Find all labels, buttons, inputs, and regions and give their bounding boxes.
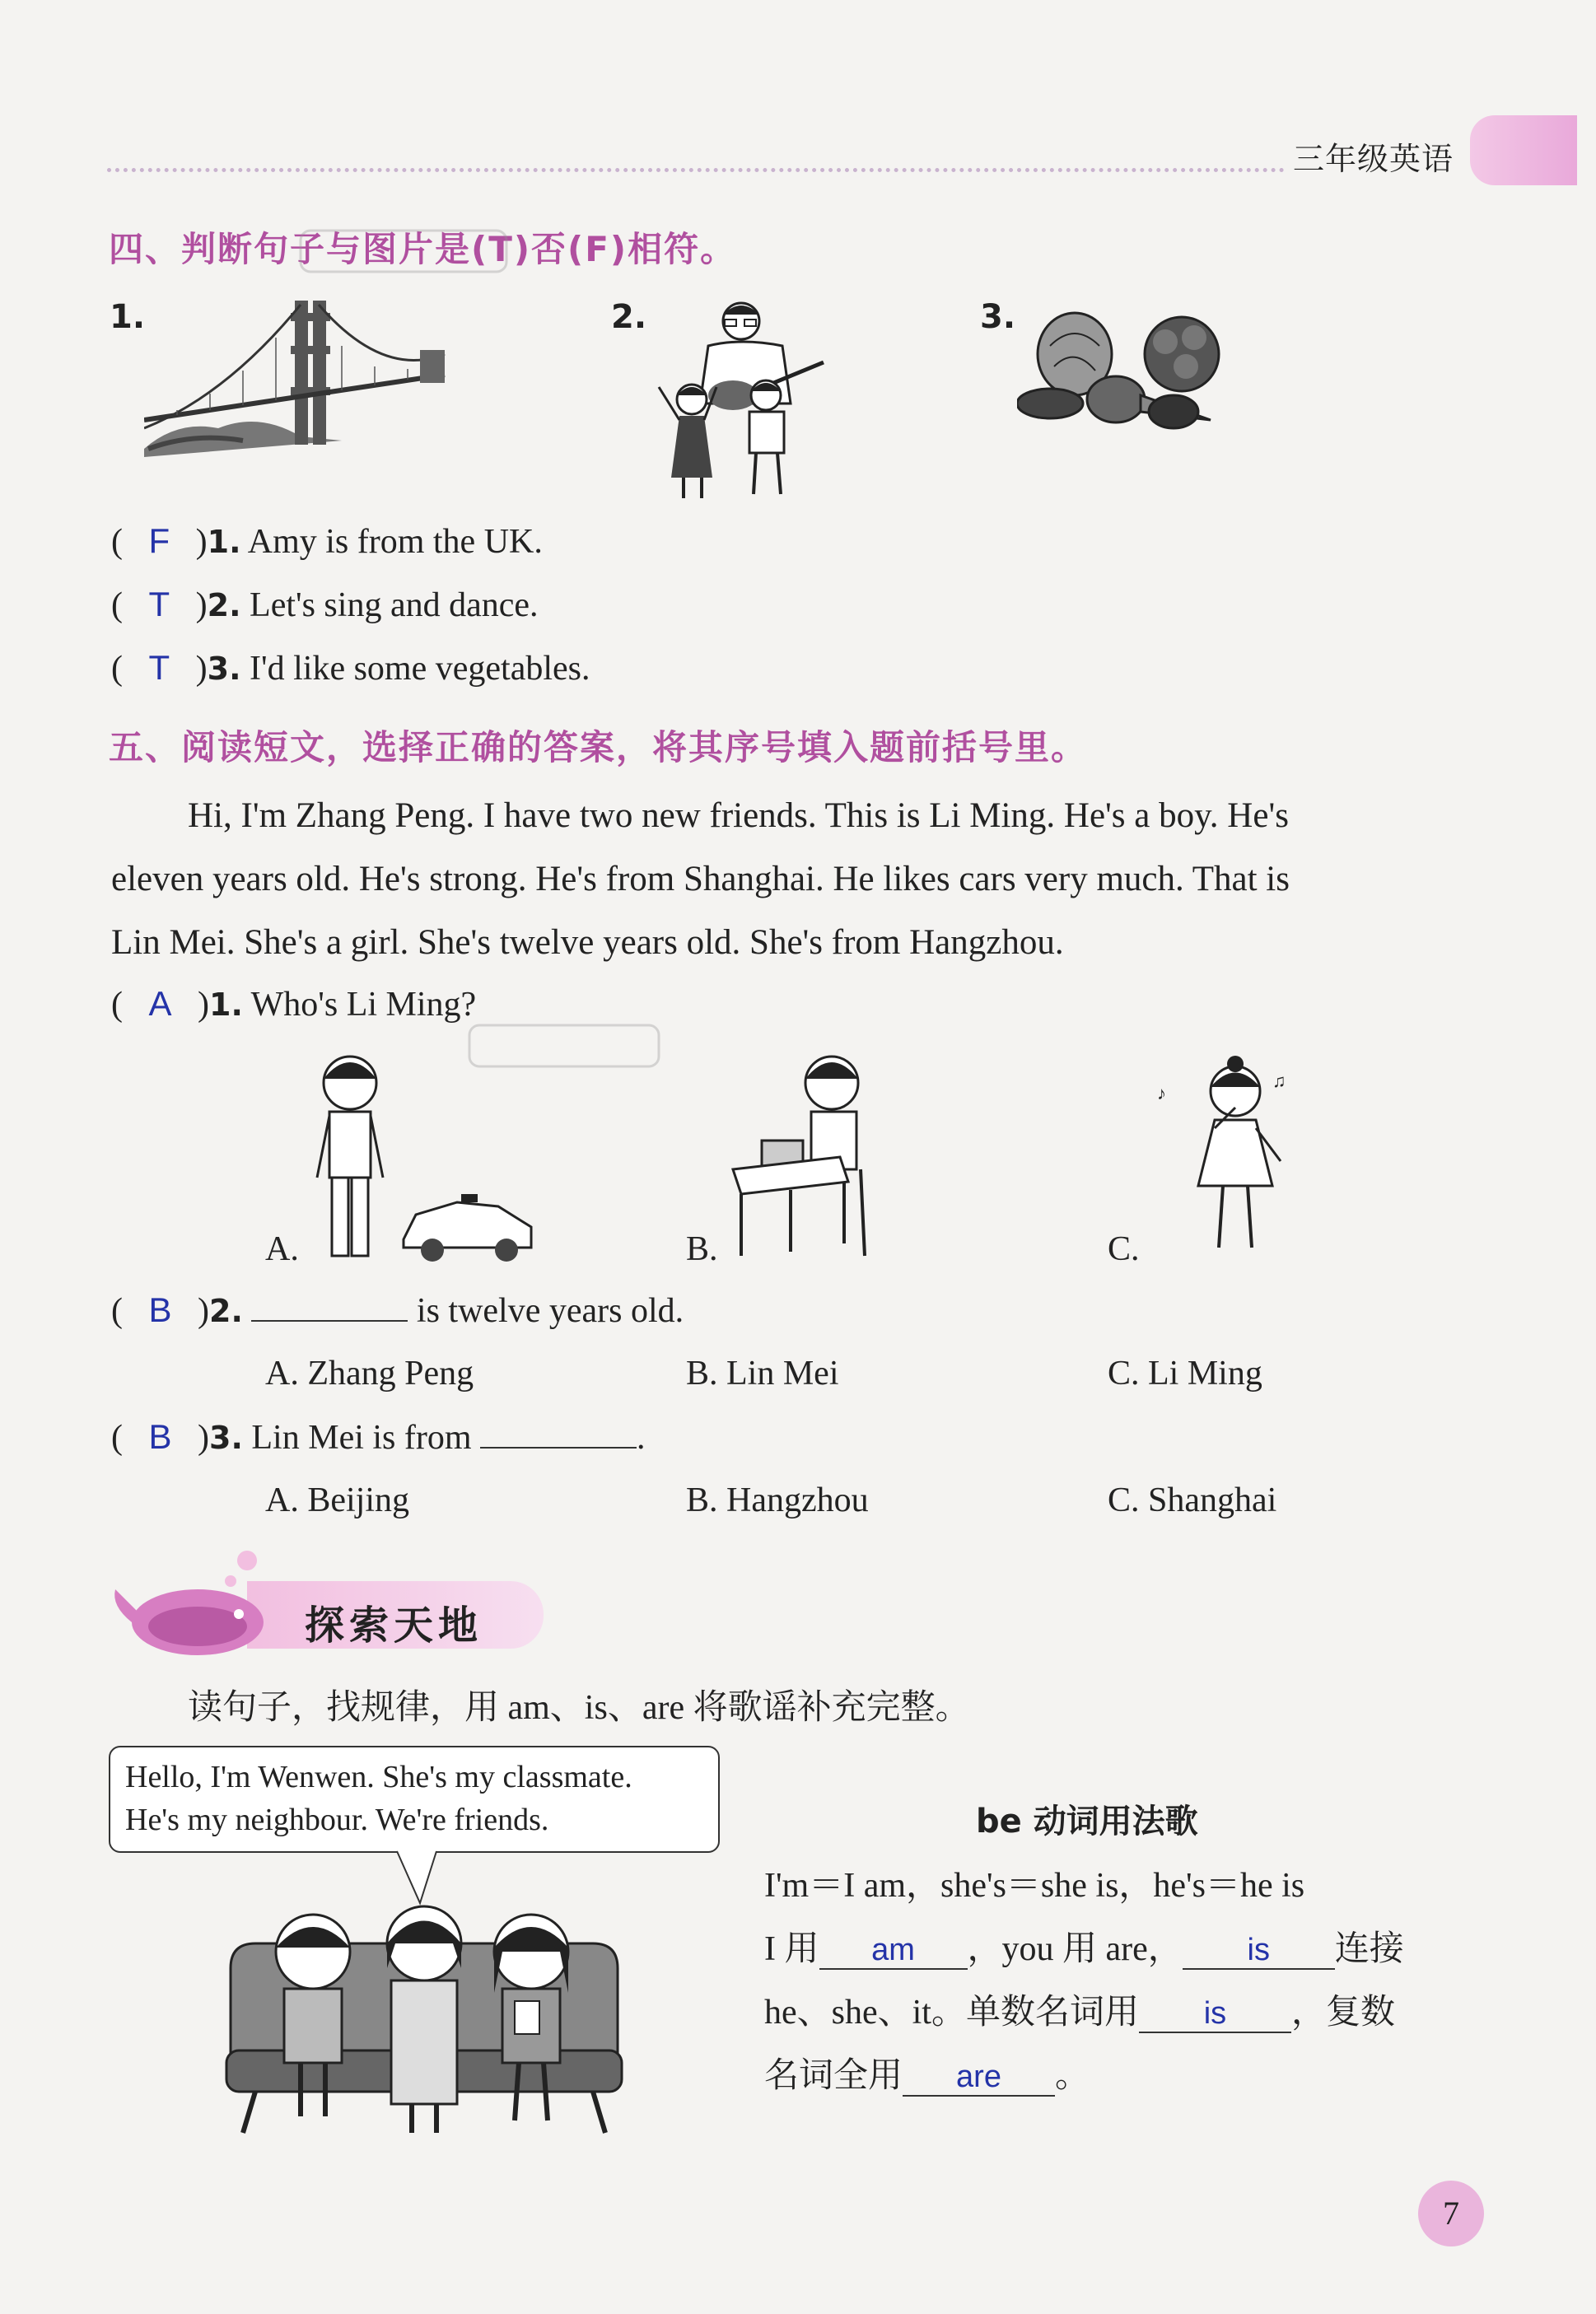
song-l3-b: ，复数 bbox=[1290, 1994, 1395, 2032]
s5-q1-num: 1. bbox=[209, 987, 243, 1023]
s4-num-3: 3. bbox=[207, 651, 241, 687]
s5-q3-num: 3. bbox=[209, 1420, 243, 1456]
s5-q2-blank bbox=[251, 1312, 408, 1322]
vegetables-illustration bbox=[1017, 296, 1231, 436]
s4-answer-2: T bbox=[148, 585, 170, 623]
s5-q2-option-b: B. Lin Mei bbox=[686, 1355, 839, 1393]
song-l2-a: I 用 bbox=[764, 1930, 819, 1968]
song-fill-3: is bbox=[1139, 1996, 1291, 2033]
s5-q1-option-a: A. bbox=[265, 1230, 299, 1268]
speech-bubble bbox=[109, 1746, 720, 1853]
boy-with-car-illustration bbox=[301, 1046, 539, 1268]
s4-answer-1: F bbox=[148, 521, 170, 560]
page-number: 7 bbox=[1418, 2181, 1484, 2246]
s5-q2-text: is twelve years old. bbox=[416, 1292, 684, 1330]
s5-q1: ( A )1. Who's Li Ming? bbox=[111, 984, 477, 1024]
explore-label: 探索天地 bbox=[305, 1603, 483, 1649]
s4-num-2: 2. bbox=[207, 587, 241, 623]
grade-tab bbox=[1293, 115, 1577, 185]
s5-q3-end: . bbox=[637, 1419, 646, 1457]
sing-dance-illustration bbox=[651, 296, 840, 502]
speech-line-2: He's my neighbour. We're friends. bbox=[125, 1803, 549, 1837]
s5-q1-text: Who's Li Ming? bbox=[250, 986, 477, 1024]
s4-text-2: Let's sing and dance. bbox=[250, 586, 539, 624]
s5-q1-option-c: C. bbox=[1108, 1230, 1140, 1268]
song-line-2 bbox=[764, 1921, 1404, 1971]
passage-line-2: eleven years old. He's strong. He's from Shanghai. He likes cars very much. That is bbox=[111, 860, 1290, 898]
bridge-illustration bbox=[144, 296, 449, 461]
s5-q3-answer: B bbox=[148, 1417, 172, 1456]
svg-text:♪: ♪ bbox=[1157, 1083, 1166, 1103]
girl-singing-illustration bbox=[1149, 1054, 1314, 1268]
svg-text:♫: ♫ bbox=[1272, 1071, 1286, 1091]
s5-q1-answer: A bbox=[148, 984, 172, 1023]
s5-q3-blank bbox=[480, 1439, 637, 1449]
three-kids-sofa-illustration bbox=[222, 1894, 626, 2149]
song-l3-a: he、she、it。单数名词用 bbox=[764, 1994, 1139, 2032]
picture-number-3: 3. bbox=[980, 298, 1016, 336]
s5-q1-option-b: B. bbox=[686, 1230, 718, 1268]
song-l4-b: 。 bbox=[1055, 2057, 1090, 2095]
s5-q2: ( B )2. is twelve years old. bbox=[111, 1290, 684, 1330]
s5-q3: ( B )3. Lin Mei is from . bbox=[111, 1417, 646, 1457]
s4-item-2: ( T )2. Let's sing and dance. bbox=[111, 585, 539, 624]
watermark-1 bbox=[296, 222, 511, 291]
explore-instruction: 读句子，找规律，用 am、is、are 将歌谣补充完整。 bbox=[188, 1689, 970, 1727]
song-l2-b: ，you 用 are， bbox=[967, 1930, 1183, 1968]
song-l4-a: 名词全用 bbox=[764, 2057, 903, 2095]
section5-title: 五、阅读短文，选择正确的答案，将其序号填入题前括号里。 bbox=[109, 727, 1088, 767]
s5-q3-text: Lin Mei is from bbox=[251, 1419, 472, 1457]
picture-number-2: 2. bbox=[611, 298, 647, 336]
s5-q2-answer: B bbox=[148, 1290, 172, 1329]
song-line-4 bbox=[764, 2048, 1090, 2097]
passage-line-1: Hi, I'm Zhang Peng. I have two new friends. This is Li Ming. He's a boy. He's bbox=[188, 796, 1289, 835]
s4-num-1: 1. bbox=[207, 524, 241, 560]
song-fill-2: is bbox=[1183, 1933, 1335, 1970]
s5-q2-option-a: A. Zhang Peng bbox=[265, 1355, 474, 1393]
s5-q2-num: 2. bbox=[209, 1293, 243, 1329]
s5-q2-option-c: C. Li Ming bbox=[1108, 1355, 1262, 1393]
section4-title: 四、判断句子与图片是(T)否(F)相符。 bbox=[109, 229, 737, 269]
s5-q3-option-a: A. Beijing bbox=[265, 1481, 409, 1519]
s4-text-3: I'd like some vegetables. bbox=[250, 650, 590, 688]
s4-answer-3: T bbox=[148, 648, 170, 687]
picture-number-1: 1. bbox=[110, 298, 146, 336]
song-title: be 动词用法歌 bbox=[976, 1803, 1198, 1840]
s4-item-1: ( F )1. Amy is from the UK. bbox=[111, 521, 543, 561]
passage-line-3: Lin Mei. She's a girl. She's twelve years old. She's from Hangzhou. bbox=[111, 923, 1064, 962]
grade-label: 三年级英语 bbox=[1293, 141, 1454, 177]
boy-reading-illustration bbox=[725, 1046, 889, 1268]
speech-line-1: Hello, I'm Wenwen. She's my classmate. bbox=[125, 1760, 632, 1794]
whale-icon bbox=[107, 1544, 272, 1659]
s5-q3-option-b: B. Hangzhou bbox=[686, 1481, 869, 1519]
song-fill-1: am bbox=[819, 1933, 968, 1970]
explore-banner bbox=[107, 1536, 544, 1659]
watermark-logo bbox=[296, 222, 511, 280]
header-dotted-line bbox=[107, 168, 1285, 172]
song-fill-4: are bbox=[903, 2060, 1055, 2097]
s4-item-3: ( T )3. I'd like some vegetables. bbox=[111, 648, 590, 688]
song-line-3 bbox=[764, 1985, 1395, 2034]
song-l2-c: 连接 bbox=[1334, 1930, 1404, 1968]
s4-text-1: Amy is from the UK. bbox=[247, 523, 543, 561]
s5-q3-option-c: C. Shanghai bbox=[1108, 1481, 1277, 1519]
song-line-1: I'm＝I am，she's＝she is，he's＝he is bbox=[764, 1867, 1305, 1905]
grade-tab-bar bbox=[1470, 115, 1577, 185]
